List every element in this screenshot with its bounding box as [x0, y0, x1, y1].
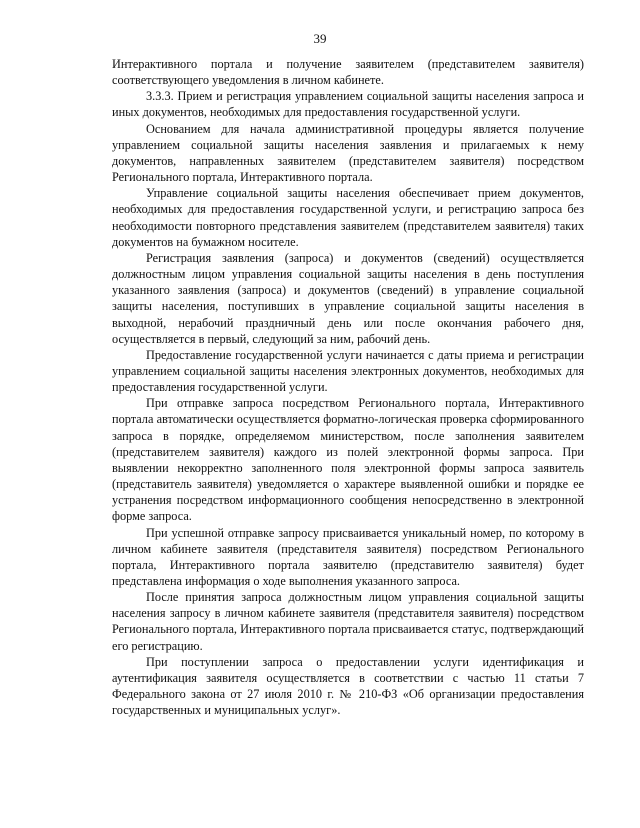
paragraph-service-start: Предоставление государственной услуги начинается с даты приема и регистрации управлением социальной защиты населения электронных документов, необходимых для предоставления государственной услуги.: [112, 347, 584, 395]
paragraph-continuation: Интерактивного портала и получение заявителем (представителем заявителя) соответствующего уведомления в личном кабинете.: [112, 57, 584, 88]
paragraph-document-acceptance: Управление социальной защиты населения обеспечивает прием документов, необходимых для предоставления государственной услуги, и регистрацию запроса без необходимости повторного представления заявителем (представителем заявителя) таких документов на бумажном носителе.: [112, 186, 584, 249]
paragraph-section-3-3-3-heading: 3.3.3. Прием и регистрация управлением социальной защиты населения запроса и иных документов, необходимых для предоставления государственной услуги.: [112, 89, 584, 120]
paragraph-procedure-basis: Основанием для начала административной процедуры является получение управлением социальной защиты населения заявления и прилагаемых к нему документов, направленных заявителем (представителем заявителя) посредством Регионального портала, Интерактивного портала.: [112, 121, 584, 185]
document-body: [112, 56, 584, 718]
paragraph-format-check: При отправке запроса посредством Регионального портала, Интерактивного портала автоматически осуществляется форматно-логическая проверка сформированного запроса в порядке, определяемом министерством, после заполнения заявителем (представителем заявителя) каждого из полей электронной формы запроса. При выявлении некорректно заполненного поля электронной формы запроса заявитель (представитель заявителя) уведомляется о характере выявленной ошибки и порядке ее устранения посредством информационного сообщения непосредственно в электронной форме запроса.: [112, 396, 584, 524]
paragraph-registration: Регистрация заявления (запроса) и документов (сведений) осуществляется должностным лицом управления социальной защиты населения в день поступления указанного заявления (запроса) и документов (сведений) в управление социальной защиты населения, поступивших в управление социальной защиты населения в выходной, нерабочий праздничный день или после окончания рабочего дня, осуществляется в первый, следующий за ним, рабочий день.: [112, 250, 584, 346]
paragraph-identification: При поступлении запроса о предоставлении услуги идентификация и аутентификация заявителя осуществляется в соответствии с частью 11 статьи 7 Федерального закона от 27 июля 2010 г. № 210-ФЗ «Об организации предоставления государственных и муниципальных услуг».: [112, 654, 584, 718]
paragraph-status-assignment: После принятия запроса должностным лицом управления социальной защиты населения запросу в личном кабинете заявителя (представителя заявителя) посредством Регионального портала, Интерактивного портала присваивается статус, подтверждающий его регистрацию.: [112, 590, 584, 653]
page-number: 39: [313, 31, 327, 46]
paragraph-unique-number: При успешной отправке запросу присваивается уникальный номер, по которому в личном кабинете заявителя (представителя заявителя) посредством Регионального портала, Интерактивного портала заявителю (представителю заявителя) будет представлена информация о ходе выполнения указанного запроса.: [112, 525, 584, 588]
